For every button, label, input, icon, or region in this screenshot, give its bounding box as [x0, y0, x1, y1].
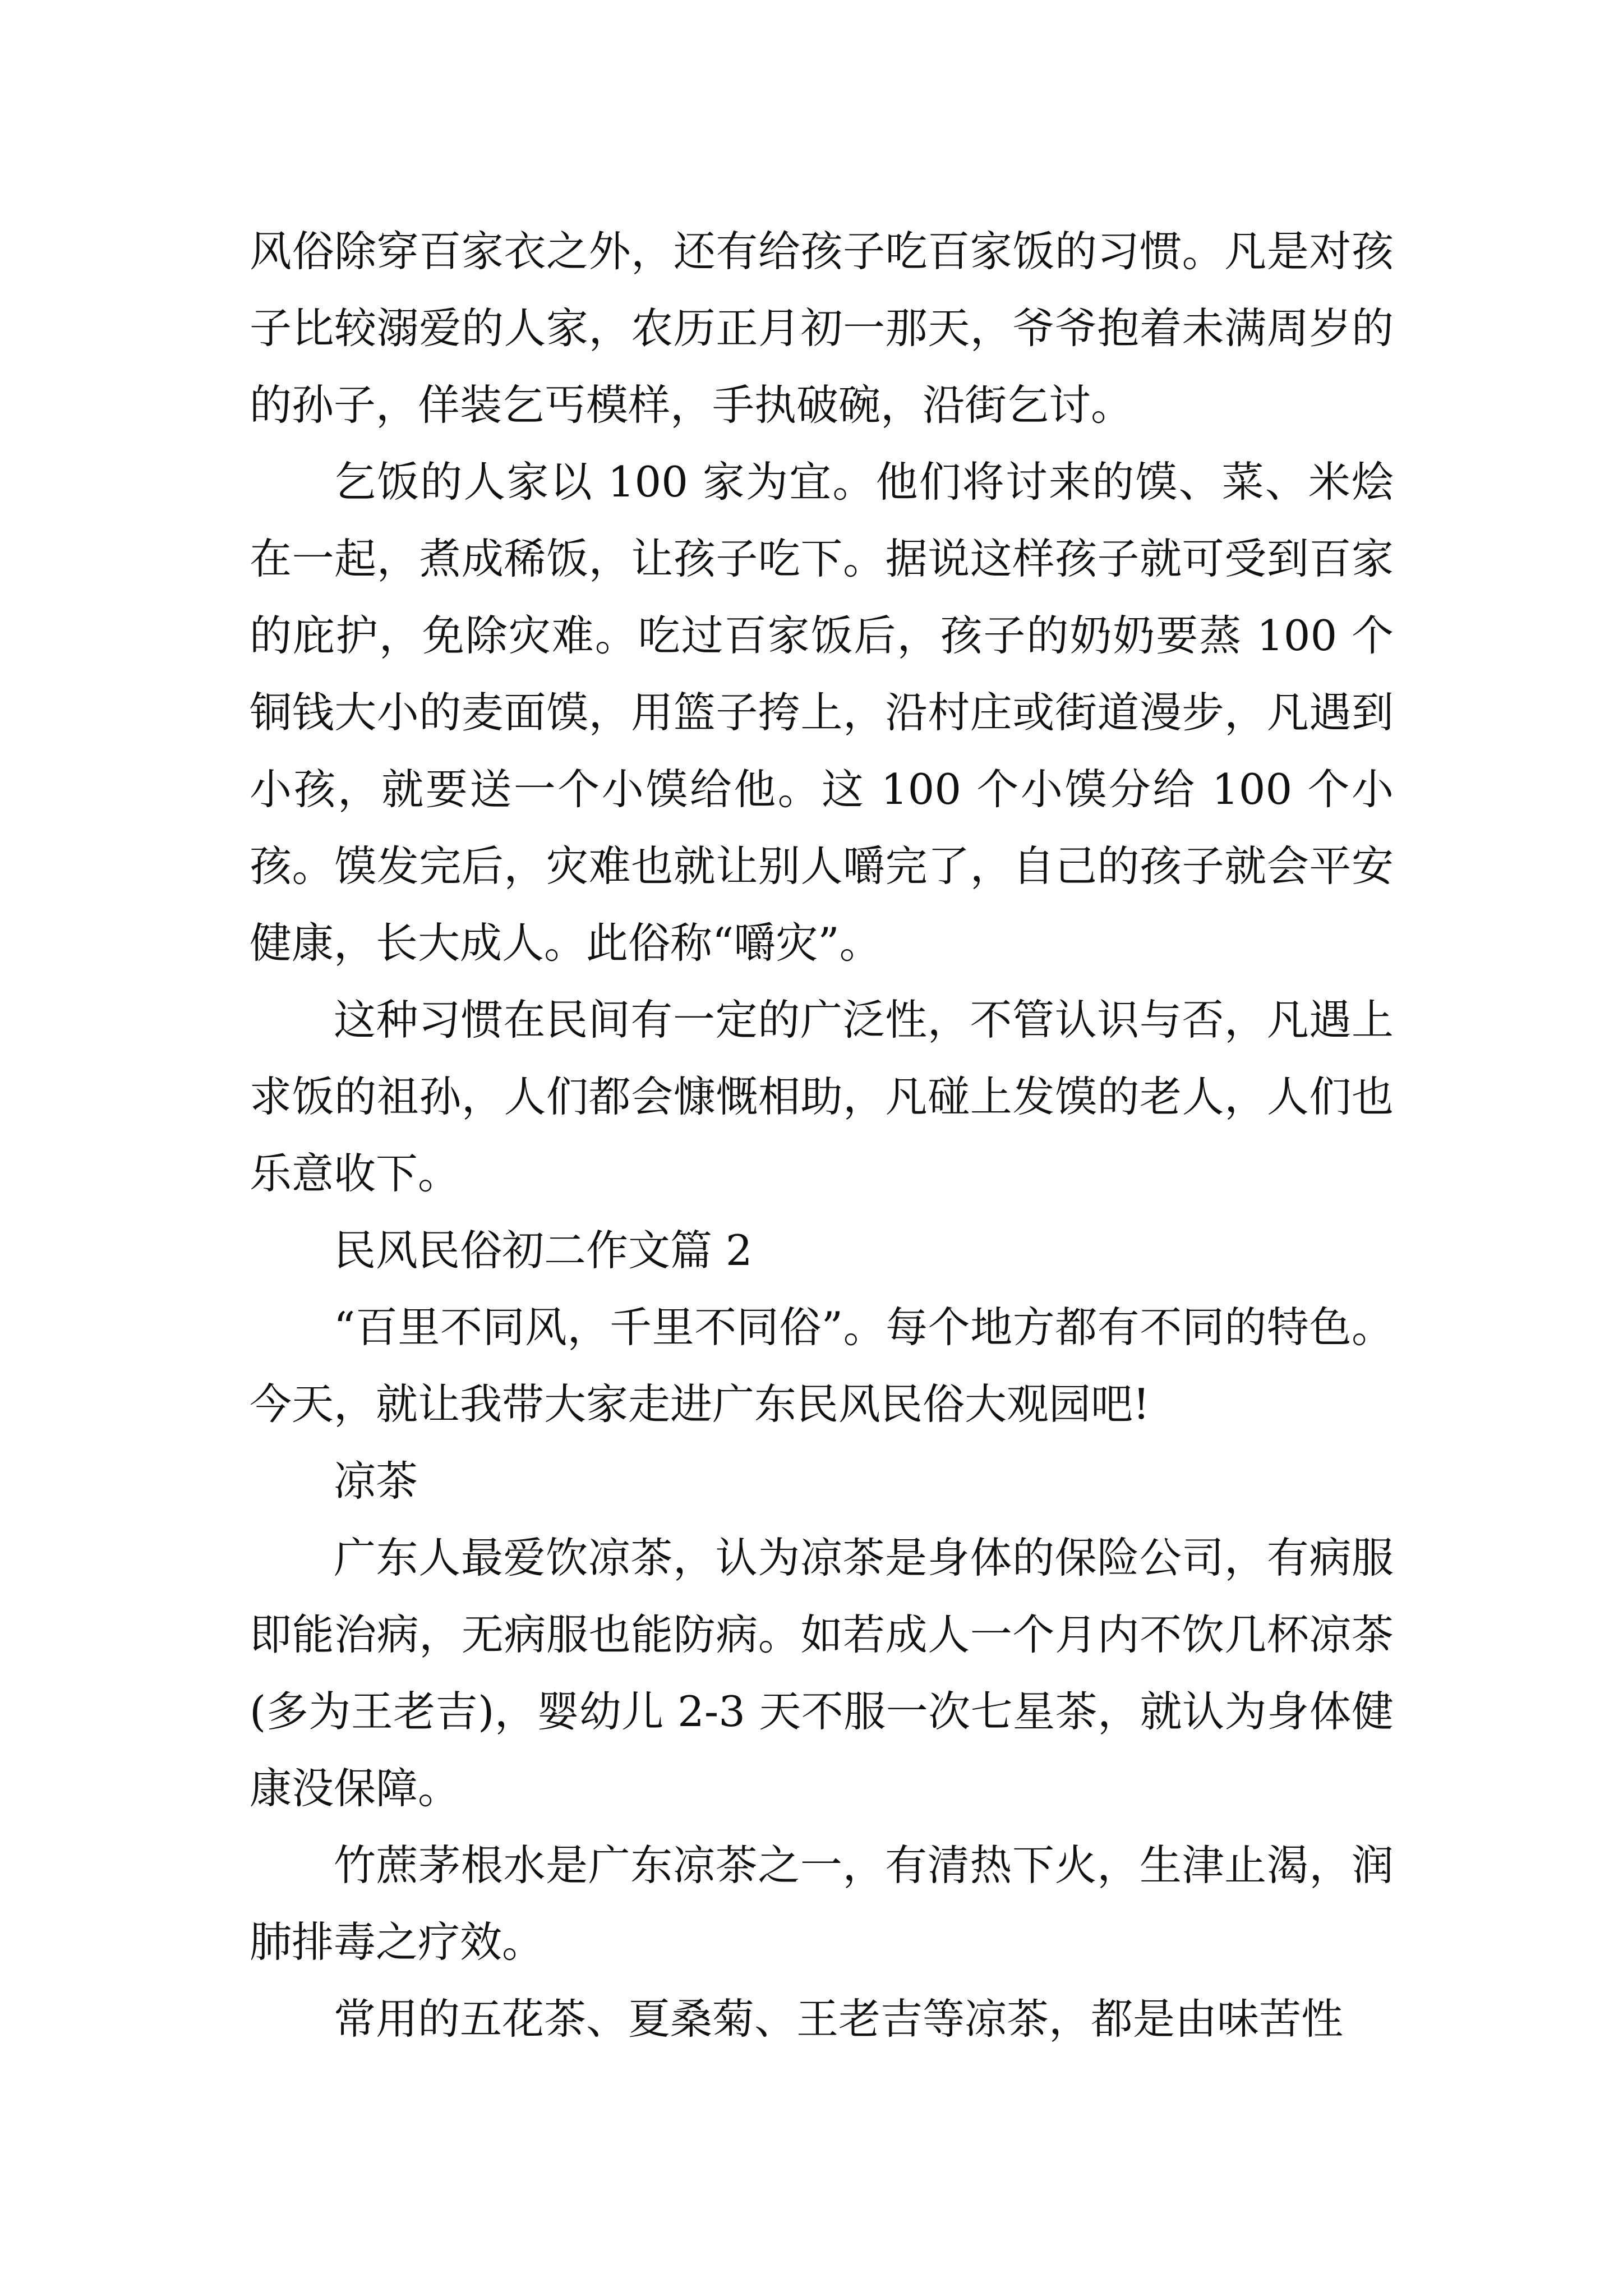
subheading-liangcha: 凉茶 — [334, 1456, 418, 1506]
paragraph-9: 常用的五花茶、夏桑菊、王老吉等凉茶，都是由味苦性 — [334, 1994, 1344, 2044]
document-body — [250, 213, 1394, 2058]
paragraph-8: 竹蔗茅根水是广东凉茶之一，有清热下火，生津止渴，润肺排毒之疗效。 — [250, 1841, 1394, 1967]
paragraph-2: 乞饭的人家以 100 家为宜。他们将讨来的馍、菜、米烩在一起，煮成稀饭，让孩子吃下。据说这样孩子就可受到百家的庇护，免除灾难。吃过百家饭后，孩子的奶奶要蒸 100 个铜钱大小的麦面馍，用篮子挎上，沿村庄或街道漫步，凡遇到小孩，就要送一个小馍给他。这 100 个小馍分给 100 个小孩。馍发完后，灾难也就让别人嚼完了，自己的孩子就会平安健康，长大成人。此俗称“嚼灾”。 — [250, 457, 1394, 968]
paragraph-7: 广东人最爱饮凉茶，认为凉茶是身体的保险公司，有病服即能治病，无病服也能防病。如若成人一个月内不饮几杯凉茶(多为王老吉)，婴幼儿 2-3 天不服一次七星茶，就认为身体健康没保障。 — [250, 1533, 1394, 1813]
paragraph-5: “百里不同风，千里不同俗”。每个地方都有不同的特色。今天，就让我带大家走进广东民风民俗大观园吧! — [250, 1303, 1394, 1429]
section-heading: 民风民俗初二作文篇 2 — [334, 1226, 753, 1275]
paragraph-1: 风俗除穿百家衣之外，还有给孩子吃百家饭的习惯。凡是对孩子比较溺爱的人家，农历正月初一那天，爷爷抱着未满周岁的的孙子，佯装乞丐模样，手执破碗，沿街乞讨。 — [250, 227, 1394, 430]
paragraph-3: 这种习惯在民间有一定的广泛性，不管认识与否，凡遇上求饭的祖孙，人们都会慷慨相助，凡碰上发馍的老人，人们也乐意收下。 — [250, 995, 1394, 1198]
